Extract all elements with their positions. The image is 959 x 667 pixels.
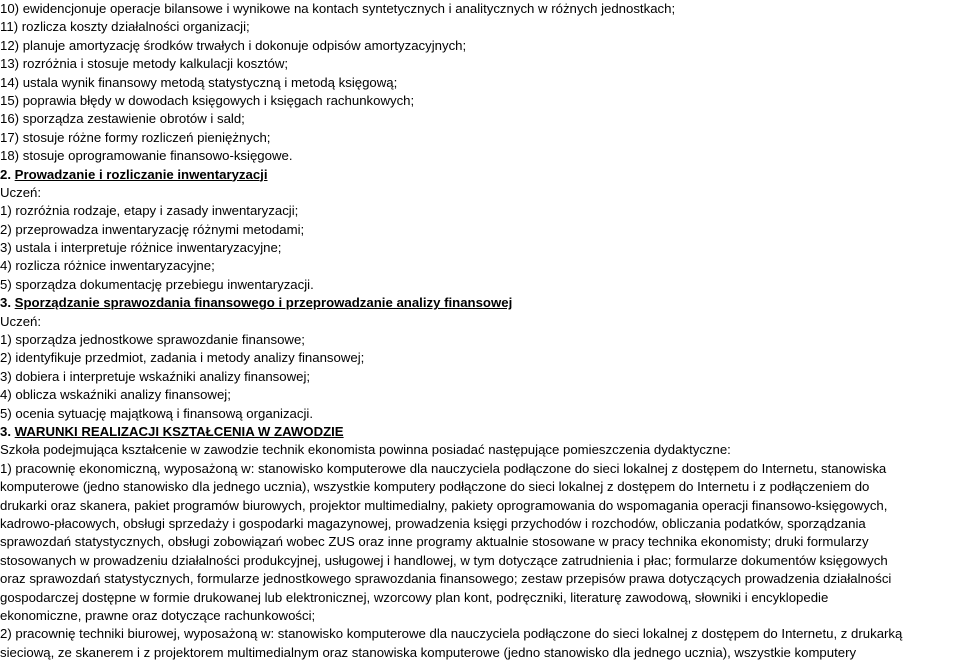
section-title: Prowadzanie i rozliczanie inwentaryzacji [14,166,268,182]
section-intro: Szkoła podejmująca kształcenie w zawodzie technik ekonomista powinna posiadać następujące pomieszczenia dydaktyczne: [0,442,731,458]
paragraph-line: kadrowo-płacowych, obsługi sprzedaży i gospodarki magazynowej, prowadzenia księgi przychodów i rozchodów, obliczania podatków, sporządzania [0,515,866,531]
paragraph-line: oraz sprawozdań statystycznych, formularze jednostkowego sprawozdania finansowego; zestaw przepisów prawa dotyczących prowadzenia działalności [0,571,892,587]
section-intro: Uczeń: [0,184,42,200]
paragraph-line: stosowanych w prowadzeniu działalności produkcyjnej, usługowej i handlowej, w tym dotyczące zatrudnienia i płac; formularze dokumentów księgowych [0,552,888,568]
paragraph-line: sprawozdań statystycznych, obsługi zobowiązań wobec ZUS oraz inne programy aktualnie stosowane w pracy technika ekonomisty; druki formularzy [0,534,869,550]
section-number: 3. [0,295,11,311]
section-heading [0,294,959,312]
list-item: 3) dobiera i interpretuje wskaźniki analizy finansowej; [0,368,311,384]
list-item: 12) planuje amortyzację środków trwałych i dokonuje odpisów amortyzacyjnych; [0,37,467,53]
section-heading [0,423,959,441]
list-item: 17) stosuje różne formy rozliczeń pieniężnych; [0,129,271,145]
list-item: 2) identyfikuje przedmiot, zadania i metody analizy finansowej; [0,350,365,366]
list-item: 4) oblicza wskaźniki analizy finansowej; [0,387,231,403]
list-item: 13) rozróżnia i stosuje metody kalkulacji kosztów; [0,56,289,72]
section-financial-statements [0,294,959,423]
list-item: 14) ustala wynik finansowy metodą statystyczną i metodą księgową; [0,74,398,90]
list-item: 1) sporządza jednostkowe sprawozdanie finansowe; [0,332,305,348]
list-item: 16) sporządza zestawienie obrotów i sald; [0,111,245,127]
list-item: 10) ewidencjonuje operacje bilansowe i wynikowe na kontach syntetycznych i analitycznych w różnych jednostkach; [0,1,676,16]
list-item: 1) rozróżnia rodzaje, etapy i zasady inwentaryzacji; [0,203,299,219]
section-number: 3. [0,423,11,439]
list-item: 5) ocenia sytuację majątkową i finansową organizacji. [0,405,313,421]
paragraph-line: gospodarczej dostępne w formie drukowanej lub elektronicznej, wzorcowy plan kont, podręczniki, literaturę zawodową, słowniki i encyklopedie [0,589,829,605]
paragraph-line: 2) pracownię techniki biurowej, wyposażoną w: stanowisko komputerowe dla nauczyciela podłączone do sieci lokalnej z dostępem do Internetu, z drukarką [0,626,903,642]
list-item: 2) przeprowadza inwentaryzację różnymi metodami; [0,221,305,237]
section-number: 2. [0,166,11,182]
paragraph-line: ekonomiczne, prawne oraz dotyczące rachunkowości; [0,607,316,623]
paragraph-office-lab [0,625,959,662]
paragraph-line: sieciową, ze skanerem i z projektorem multimedialnym oraz stanowiska komputerowe (jedno stanowisko dla jednego ucznia), wszystkie komputery [0,644,857,660]
paragraph-line: 1) pracownię ekonomiczną, wyposażoną w: stanowisko komputerowe dla nauczyciela podłączone do sieci lokalnej z dostępem do Internetu, stanowiska [0,460,887,476]
section-title: Sporządzanie sprawozdania finansowego i przeprowadzanie analizy finansowej [14,295,513,311]
paragraph-line: drukarki oraz skanera, pakiet programów biurowych, projektor multimedialny, pakiety oprogramowania do wspomagania operacji finansowo-księgowych, [0,497,888,513]
list-item: 18) stosuje oprogramowanie finansowo-księgowe. [0,148,293,164]
section-intro: Uczeń: [0,313,42,329]
list-item: 4) rozlicza różnice inwentaryzacyjne; [0,258,215,274]
list-item: 11) rozlicza koszty działalności organizacji; [0,19,250,35]
paragraph-line: komputerowe (jedno stanowisko dla jednego ucznia), wszystkie komputery podłączone do sieci lokalnej z dostępem do Internetu i z podłączeniem do [0,479,870,495]
list-item: 5) sporządza dokumentację przebiegu inwentaryzacji. [0,276,314,292]
section-heading [0,166,959,184]
paragraph-economic-lab [0,460,959,626]
section-conditions [0,423,959,662]
list-item: 15) poprawia błędy w dowodach księgowych i księgach rachunkowych; [0,92,415,108]
list-item: 3) ustala i interpretuje różnice inwentaryzacyjne; [0,240,282,256]
skills-list-continued [0,0,959,166]
section-inventory [0,166,959,295]
section-title: WARUNKI REALIZACJI KSZTAŁCENIA W ZAWODZIE [14,423,344,439]
